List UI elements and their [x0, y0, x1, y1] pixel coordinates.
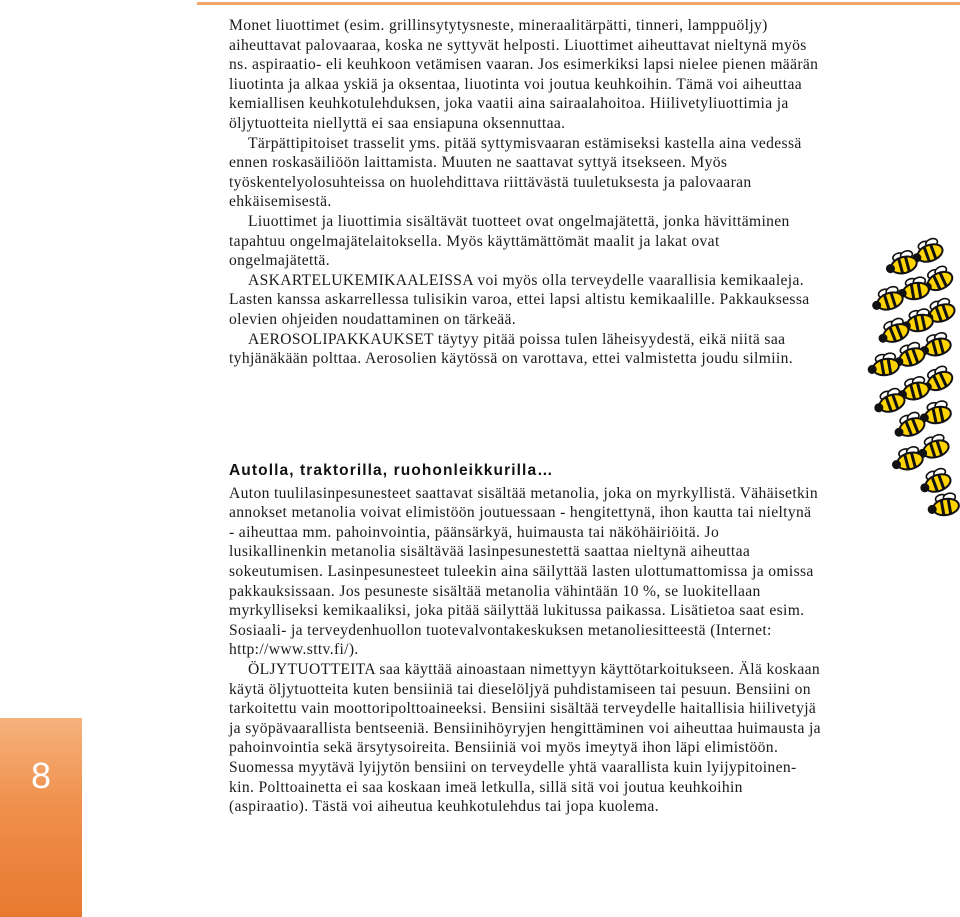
section-solvents — [229, 16, 821, 369]
section-vehicles — [229, 461, 821, 817]
paragraph-solvents: Monet liuottimet (esim. grillinsytytysneste, mineraalitärpätti, tinneri, lamppuöljy) aiheuttavat palovaaraa, koska ne syttyvät helposti. Liuottimet aiheuttavat nieltynä myös ns. aspiraatio- eli keuhkoon vetämisen vaaran. Jos esimerkiksi lapsi nielee pienen määrän liuotinta ja alkaa yskiä ja oksentaa, liuotinta voi joutua keuhkoihin. Tämä voi aiheuttaa kemiallisen keuhkotulehduksen, joka vaatii aina sairaalahoitoa. Hiilivetyliuottimia ja öljytuotteita niellyttä ei saa ensiapuna oksennuttaa. — [229, 17, 819, 132]
paragraph-hazardous-waste: Liuottimet ja liuottimia sisältävät tuotteet ovat ongelmajätettä, jonka hävittäminen tapahtuu ongelmajätelaitoksella. Myös käyttämättömät maalit ja lakat ovat ongelmajätettä. — [229, 212, 790, 270]
page-tab — [0, 718, 82, 917]
section-heading: Autolla, traktorilla, ruohonleikkurilla… — [229, 462, 554, 479]
bee-swarm-icon — [812, 215, 960, 525]
paragraph-oil-products: ÖLJYTUOTTEITA saa käyttää ainoastaan nimettyyn käyttötarkoitukseen. Älä koskaan käytä öljytuotteita kuten bensiiniä tai dieselöljyä puhdistamiseen tai pesuun. Bensiini on tarkoitettu vain moottoripolttoaineeksi. Bensiini sisältää terveydelle haitallisia hiilivetyjä ja syöpävaarallista bentseeniä. Bensiinihöyryjen hengittäminen voi aiheuttaa huimausta ja pahoinvointia sekä ärsytysoireita. Bensiiniä voi myös imeytyä ihon läpi elimistöön. Suomessa myytävä lyijytön bensiini on terveydelle yhtä vaarallista kuin lyijypitoinen- kin. Polttoainetta ei saa koskaan imeä letkulla, sillä sitä voi joutua keuhkoihin (aspiraatio). Tästä voi aiheutua keuhkotulehdus tai jopa kuolema. — [229, 660, 821, 816]
paragraph-methanol: Auton tuulilasinpesunesteet saattavat sisältää metanolia, joka on myrkyllistä. Vähäisetkin annokset metanolia voivat elimistöön joutuessaan - hengitettynä, ihon kautta tai nieltynä - aiheuttaa mm. pahoinvointia, päänsärkyä, huimausta tai näköhäiriöitä. Jo lusikallinenkin metanolia sisältävää lasinpesunestettä saattaa nieltynä aiheuttaa sokeutumisen. Lasinpesunesteet tuleekin aina säilyttää lasten ulottumattomissa ja omissa pakkauksissaan. Jos pesuneste sisältää metanolia vähintään 10 %, se luokitellaan myrkylliseksi kemikaaliksi, joka pitää säilyttää lukitussa paikassa. Lisätietoa saat esim. Sosiaali- ja terveydenhuollon tuotevalvontakeskuksen metanoliesitteestä (Internet: http://www.sttv.fi/). — [229, 484, 818, 659]
top-rule — [197, 2, 960, 5]
page-number: 8 — [30, 755, 52, 796]
paragraph-turpentine: Tärpättipitoiset trasselit yms. pitää syttymisvaaran estämiseksi kastella aina vedessä ennen roskasäiliöön laittamista. Muuten ne saattavat syttyä itsekseen. Myös työskentelyolosuhteissa on huolehdittava riittävästä tuuletuksesta ja palovaaran ehkäisemisestä. — [229, 134, 802, 211]
paragraph-craft-chemicals: ASKARTELUKEMIKAALEISSA voi myös olla terveydelle vaarallisia kemikaaleja. Lasten kanssa askarrellessa tulisikin varoa, ettei lapsi altistu kemikaalille. Pakkauksessa olevien ohjeiden noudattaminen on tärkeää. — [229, 271, 810, 328]
bee-group — [866, 236, 960, 518]
paragraph-aerosols: AEROSOLIPAKKAUKSET täytyy pitää poissa tulen läheisyydestä, eikä niitä saa tyhjänäkään polttaa. Aerosolien käytössä on varottava, ettei valmistetta joudu silmiin. — [229, 330, 793, 368]
